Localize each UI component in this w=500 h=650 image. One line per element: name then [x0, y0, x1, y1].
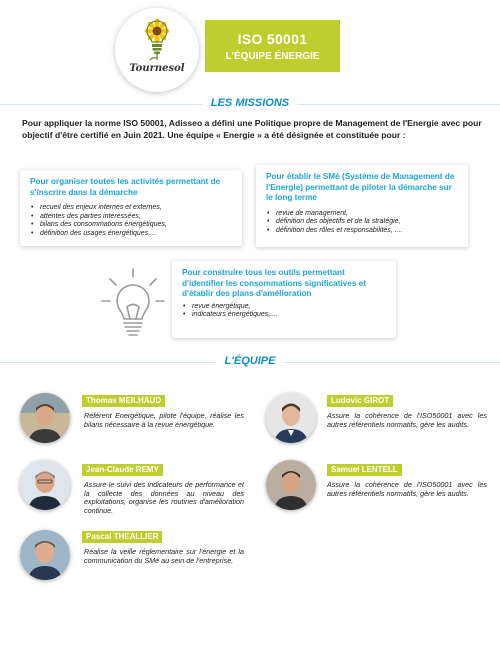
team-heading-label: L'ÉQUIPE [217, 355, 284, 367]
missions-intro: Pour appliquer la norme ISO 50001, Adisseo a défini une Politique propre de Management de l'Energie avec pour objectif d'être certifié en Juin 2021. Une équipe « Energie » a été désignée et constituée pour : [22, 118, 482, 140]
mission-card-title: Pour construire tous les outils permettant d'identifier les consommations significatives et d'établir des plans d'amélioration [182, 268, 366, 298]
person-photo [266, 393, 316, 443]
member-description: Réalise la veille réglementaire sur l'énergie et la communication du SMé au sein de l'entreprise. [84, 547, 244, 565]
member-name: Thomas MEILHAUD [82, 395, 165, 407]
mission-card-outils [172, 261, 396, 338]
list-item: • revue énergétique, [182, 303, 386, 312]
avatar [20, 460, 70, 510]
page-title: ISO 50001 [237, 30, 308, 47]
avatar [20, 393, 70, 443]
sunflower-bulb-icon [140, 14, 174, 62]
member-description: Assure le suivi des indicateurs de performance et la collecte des données au niveau des exploitations, organise les routines d'amélioration continue. [84, 480, 244, 515]
mission-card-organiser [20, 170, 242, 246]
list-item: • recueil des enjeux internes et externes, [30, 204, 232, 213]
avatar [20, 530, 70, 580]
member-name: Ludovic GIROT [327, 395, 393, 407]
mission-card-list [30, 204, 232, 238]
person-photo [266, 460, 316, 510]
list-item: • attentes des parties intéressées, [30, 213, 232, 222]
avatar [266, 460, 316, 510]
lightbulb-icon [98, 265, 168, 345]
person-photo [20, 393, 70, 443]
logo-text: Tournesol [129, 63, 185, 74]
title-banner [205, 20, 340, 72]
header [0, 0, 500, 92]
person-photo [20, 530, 70, 580]
list-item: • définition des usages énergétiques,... [30, 230, 232, 239]
member-description: Référent Energétique, pilote l'équipe, réalise les bilans nécessaire à la revue énergétique. [84, 411, 244, 429]
tournesol-logo [115, 8, 199, 92]
mission-card-title: Pour établir le SMé (Système de Management de l'Energie) permettant de piloter la démarche sur le long terme [266, 172, 455, 202]
member-description: Assure la cohérence de l'ISO50001 avec les autres référentiels normatifs, gère les audits. [327, 480, 487, 498]
member-name: Samuel LENTELL [327, 464, 402, 476]
member-name: Jean-Claude REMY [82, 464, 163, 476]
missions-heading [0, 97, 500, 111]
list-item: • définition des rôles et responsabilités, .... [266, 227, 458, 236]
avatar [266, 393, 316, 443]
mission-card-title: Pour organiser toutes les activités permettant de s'inscrire dans la démarche [30, 177, 221, 197]
page-subtitle: L'ÉQUIPE ÉNERGIE [225, 50, 320, 62]
list-item: • bilans des consommations énergétiques, [30, 221, 232, 230]
mission-card-sme [256, 165, 468, 247]
list-item: • revue de management, [266, 210, 458, 219]
team-heading [0, 355, 500, 369]
missions-heading-label: LES MISSIONS [203, 97, 297, 109]
person-photo [20, 460, 70, 510]
list-item: • définition des objectifs et de la stratégie, [266, 218, 458, 227]
mission-card-list [182, 303, 386, 320]
member-name: Pascal THEALLIER [82, 531, 162, 543]
member-description: Assure la cohérence de l'ISO50001 avec les autres référentiels normatifs, gère les audits. [327, 411, 487, 429]
list-item: • indicateurs énergétiques,.... [182, 311, 386, 320]
mission-card-list [266, 210, 458, 236]
